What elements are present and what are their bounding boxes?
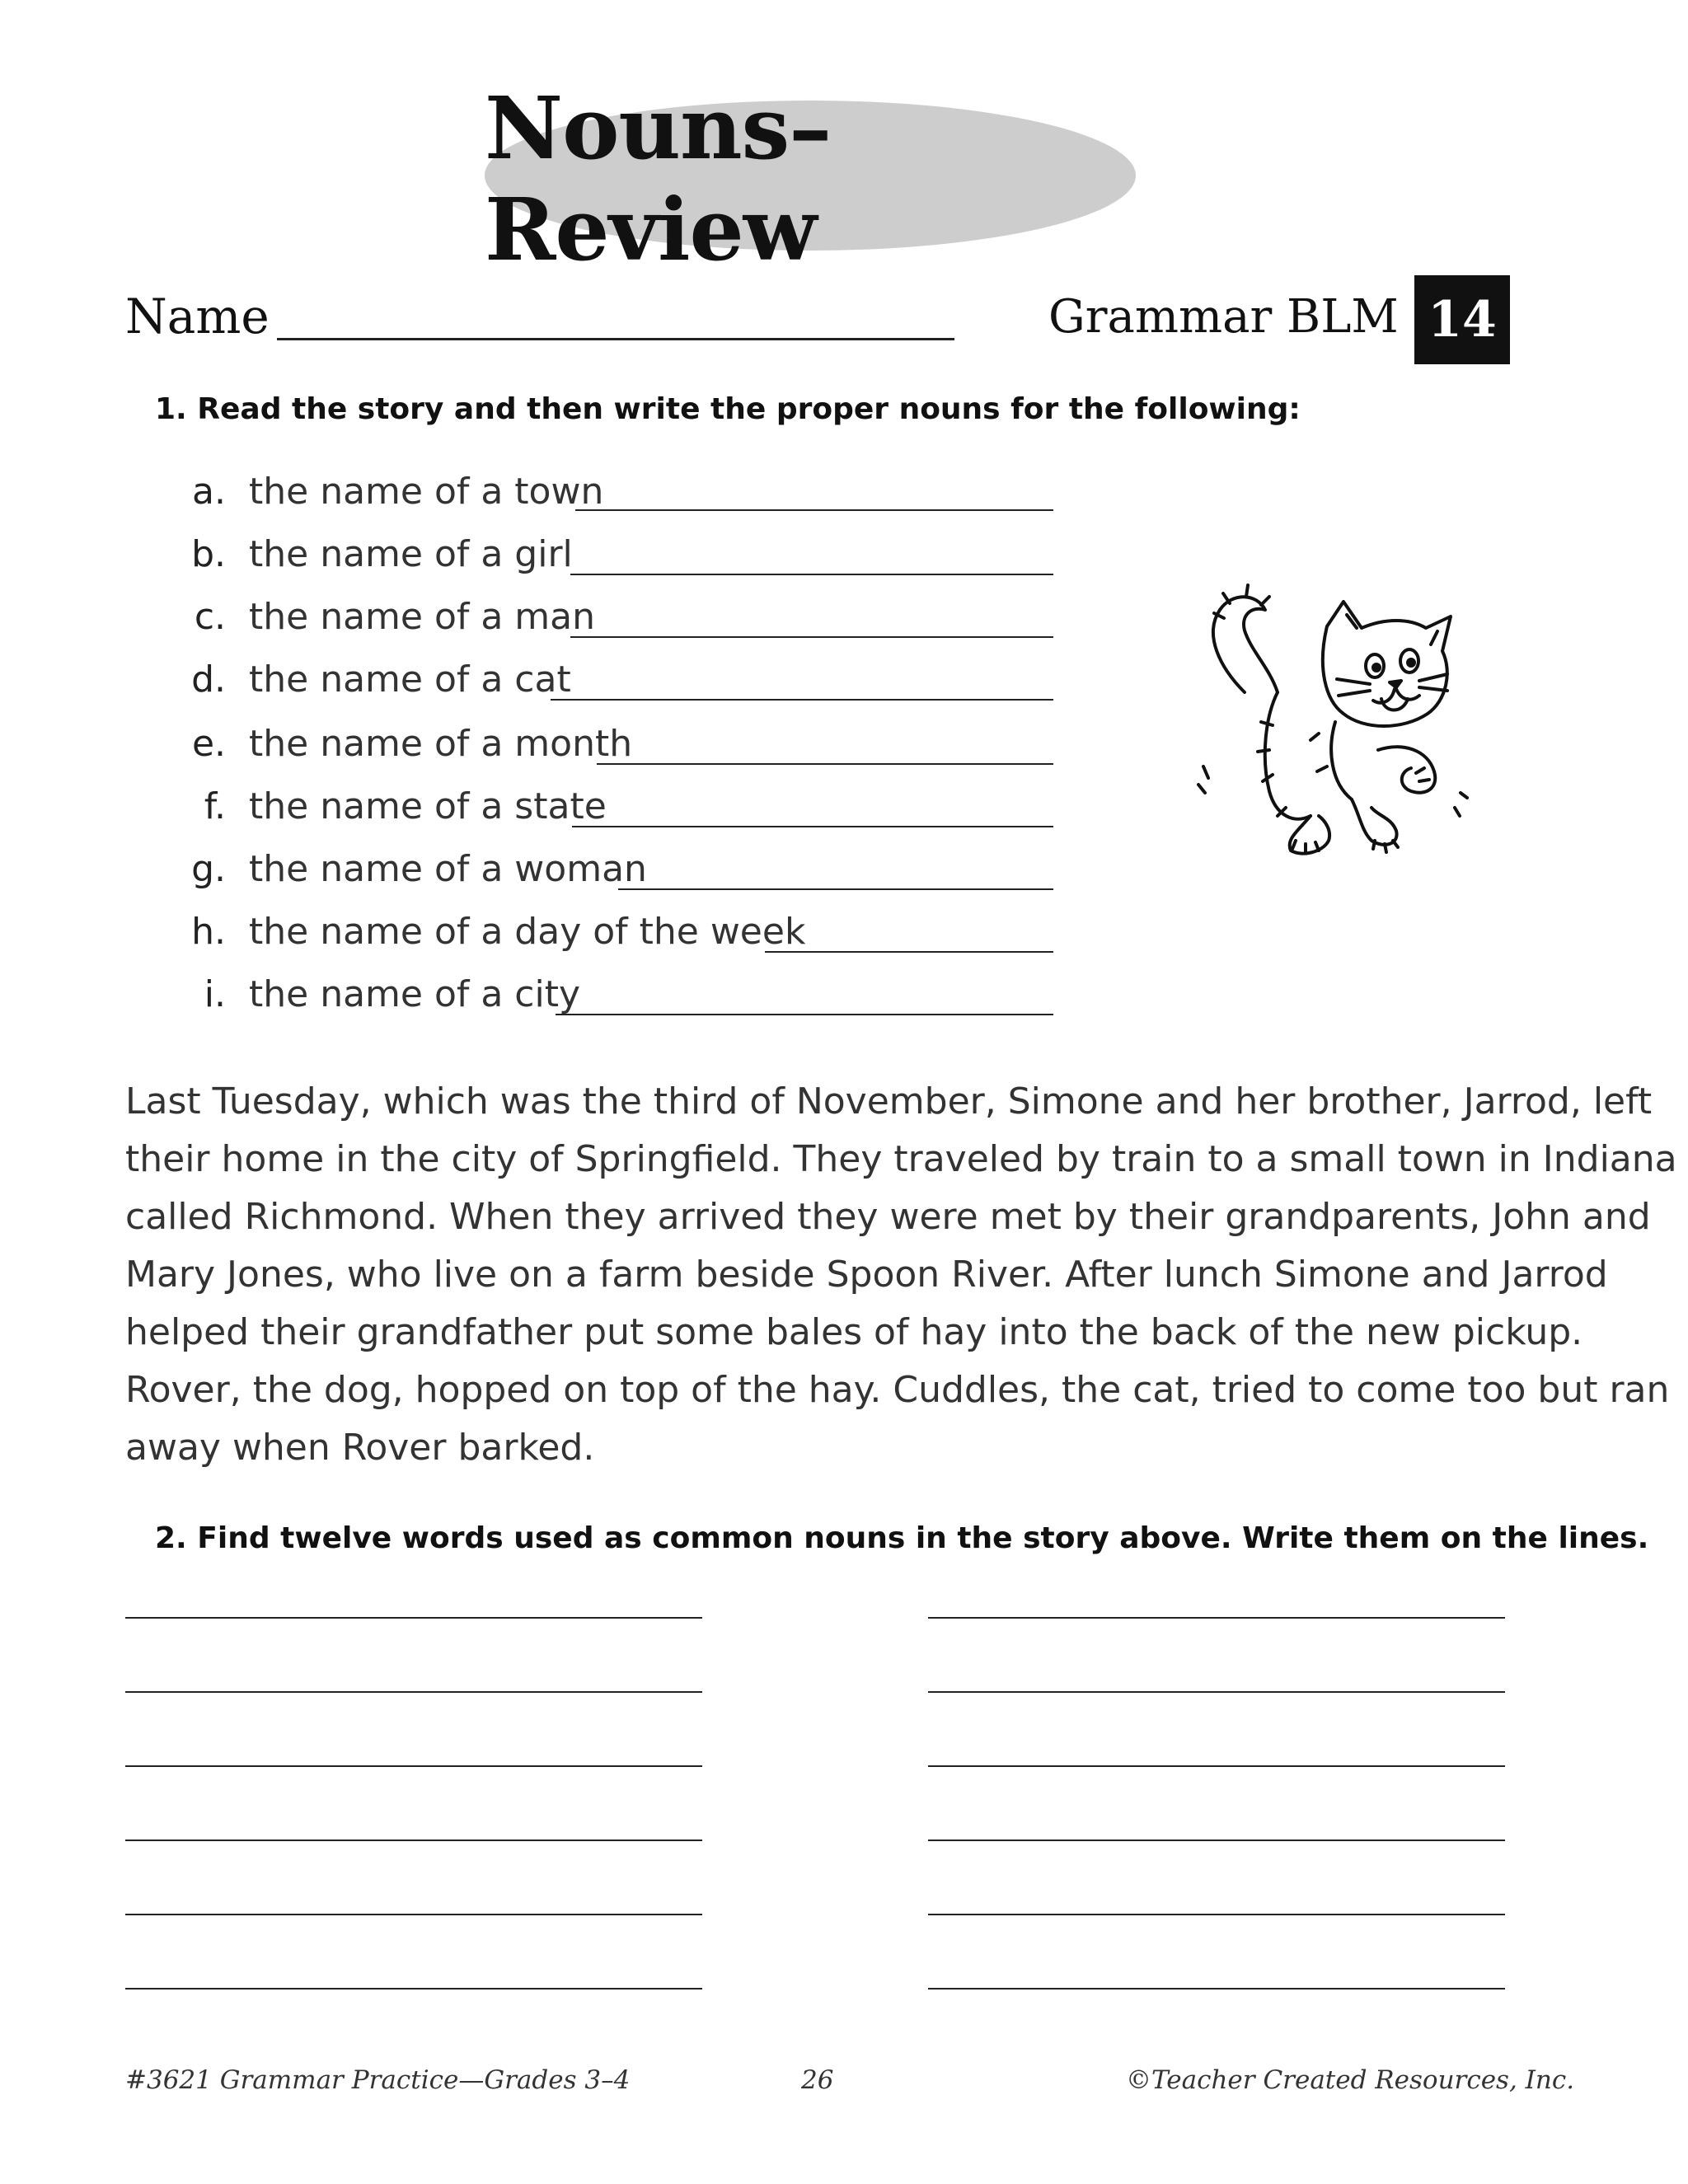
question-letter: a.: [192, 471, 226, 513]
cat-illustration-icon: [1187, 569, 1475, 865]
common-noun-line-9[interactable]: [928, 1765, 1505, 1767]
answer-line-h[interactable]: [765, 951, 1053, 953]
title-banner: [485, 77, 1136, 280]
question-text: the name of a girl: [249, 533, 573, 575]
common-noun-line-11[interactable]: [928, 1914, 1505, 1915]
footer-copyright: ©Teacher Created Resources, Inc.: [1126, 2065, 1575, 2095]
answer-line-i[interactable]: [556, 1014, 1053, 1015]
section1-instruction: 1. Read the story and then write the proper nouns for the following:: [155, 392, 1301, 426]
question-text: the name of a woman: [249, 848, 647, 890]
question-text: the name of a man: [249, 596, 596, 638]
question-letter: i.: [204, 973, 226, 1015]
question-letter: d.: [191, 658, 226, 701]
question-letter: b.: [191, 533, 226, 575]
story-line: Rover, the dog, hopped on top of the hay. Cuddles, the cat, tried to come too but ran: [125, 1369, 1670, 1411]
answer-line-g[interactable]: [618, 888, 1053, 890]
question-letter: e.: [191, 723, 226, 765]
answer-line-f[interactable]: [572, 826, 1053, 827]
footer-page-number: 26: [801, 2065, 834, 2095]
name-field-line[interactable]: [277, 338, 954, 340]
common-noun-line-1[interactable]: [125, 1617, 702, 1619]
common-noun-line-7[interactable]: [928, 1617, 1505, 1619]
answer-line-e[interactable]: [597, 763, 1053, 765]
common-noun-line-5[interactable]: [125, 1914, 702, 1915]
story-line: Last Tuesday, which was the third of November, Simone and her brother, Jarrod, left: [125, 1080, 1653, 1122]
answer-line-b[interactable]: [570, 574, 1053, 575]
question-row-h: [186, 903, 805, 953]
question-text: the name of a city: [249, 973, 581, 1015]
answer-line-a[interactable]: [575, 509, 1053, 511]
common-noun-line-2[interactable]: [125, 1691, 702, 1693]
story-line: their home in the city of Springfield. They traveled by train to a small town in Indiana: [125, 1138, 1677, 1180]
question-row-b: [186, 526, 573, 575]
question-letter: h.: [191, 911, 226, 953]
question-row-c: [186, 588, 595, 638]
footer-book-title: #3621 Grammar Practice—Grades 3–4: [125, 2065, 631, 2095]
answer-line-d[interactable]: [551, 699, 1053, 701]
question-row-g: [186, 841, 647, 890]
question-letter: f.: [204, 785, 226, 827]
story-line: called Richmond. When they arrived they were met by their grandparents, John and: [125, 1196, 1651, 1238]
story-line: away when Rover barked.: [125, 1427, 595, 1469]
common-noun-line-4[interactable]: [125, 1840, 702, 1841]
question-text: the name of a town: [249, 471, 604, 513]
question-letter: c.: [194, 596, 226, 638]
question-letter: g.: [191, 848, 226, 890]
blm-number-badge: 14: [1414, 275, 1510, 364]
question-row-d: [186, 651, 571, 701]
common-noun-line-8[interactable]: [928, 1691, 1505, 1693]
question-text: the name of a state: [249, 785, 607, 827]
question-row-f: [186, 778, 607, 827]
question-text: the name of a cat: [249, 658, 571, 701]
question-text: the name of a day of the week: [249, 911, 806, 953]
blm-label: Grammar BLM: [1048, 290, 1399, 344]
page-title: Nouns–Review: [485, 77, 832, 280]
section2-instruction: 2. Find twelve words used as common nouns in the story above. Write them on the lines.: [155, 1521, 1649, 1555]
question-row-e: [186, 715, 632, 765]
answer-line-c[interactable]: [570, 636, 1053, 638]
story-paragraph: [125, 1073, 1677, 1477]
story-line: Mary Jones, who live on a farm beside Spoon River. After lunch Simone and Jarrod: [125, 1254, 1608, 1296]
question-row-a: [186, 463, 603, 513]
common-noun-line-10[interactable]: [928, 1840, 1505, 1841]
question-row-i: [186, 966, 580, 1015]
common-noun-line-12[interactable]: [928, 1988, 1505, 1990]
common-noun-line-6[interactable]: [125, 1988, 702, 1990]
question-text: the name of a month: [249, 723, 633, 765]
common-noun-line-3[interactable]: [125, 1765, 702, 1767]
name-label: Name: [125, 288, 270, 344]
story-line: helped their grandfather put some bales of hay into the back of the new pickup.: [125, 1311, 1583, 1353]
